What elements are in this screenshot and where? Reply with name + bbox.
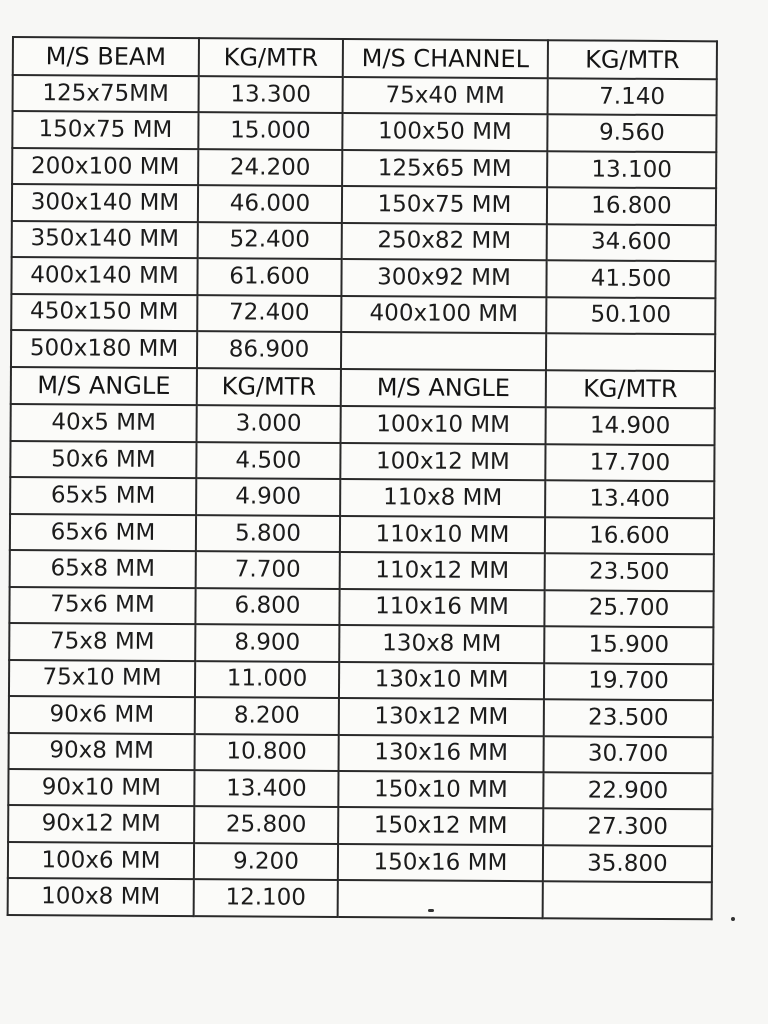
size-cell: 130x10 MM <box>339 662 544 700</box>
weight-cell: 8.900 <box>195 624 339 661</box>
size-cell: 130x12 MM <box>339 698 544 736</box>
table-row <box>11 257 715 298</box>
weight-cell: 8.200 <box>195 697 339 734</box>
table-row <box>11 330 715 371</box>
size-cell: 300x92 MM <box>341 259 546 297</box>
size-cell: 130x16 MM <box>339 735 544 773</box>
empty-cell <box>546 333 715 370</box>
table-row <box>12 148 716 189</box>
table-body <box>8 37 717 919</box>
scan-speck <box>731 917 735 921</box>
size-cell: 150x75 MM <box>12 111 198 149</box>
size-cell: 100x50 MM <box>342 113 547 151</box>
size-cell: 250x82 MM <box>342 223 547 261</box>
table-row <box>8 769 712 810</box>
weight-cell: 23.500 <box>545 554 714 591</box>
table-row <box>12 221 716 262</box>
empty-cell <box>543 882 712 920</box>
weight-cell: 50.100 <box>546 297 715 334</box>
weight-cell: 25.800 <box>194 807 338 844</box>
size-cell: 110x8 MM <box>340 479 545 517</box>
weight-cell: 41.500 <box>546 260 715 297</box>
size-cell: 100x10 MM <box>341 406 546 444</box>
weight-cell: 25.700 <box>544 590 713 627</box>
size-cell: 90x8 MM <box>9 733 195 771</box>
table-row <box>13 75 717 116</box>
size-cell: 125x65 MM <box>342 150 547 188</box>
table-row <box>8 805 712 846</box>
table-row <box>11 294 715 335</box>
table-row <box>9 733 713 774</box>
column-header: M/S BEAM <box>13 37 199 76</box>
weight-cell: 10.800 <box>195 734 339 771</box>
weight-cell: 4.500 <box>196 442 340 479</box>
weight-cell: 5.800 <box>196 515 340 552</box>
table-row <box>10 441 714 482</box>
size-cell: 400x140 MM <box>11 257 197 295</box>
column-header: KG/MTR <box>197 368 341 407</box>
steel-weight-table <box>7 36 718 920</box>
weight-cell: 19.700 <box>544 663 713 700</box>
size-cell: 150x12 MM <box>338 807 543 845</box>
section-header-angle <box>11 367 715 409</box>
scan-speck <box>428 909 434 912</box>
weight-cell: 61.600 <box>197 258 341 295</box>
weight-cell: 22.900 <box>543 772 712 809</box>
size-cell: 40x5 MM <box>11 404 197 442</box>
weight-cell: 15.000 <box>198 113 342 150</box>
size-cell: 90x6 MM <box>9 696 195 734</box>
weight-cell: 11.000 <box>195 661 339 698</box>
weight-cell: 13.400 <box>545 481 714 518</box>
column-header: M/S ANGLE <box>341 369 546 408</box>
size-cell: 90x12 MM <box>8 805 194 843</box>
weight-cell: 7.700 <box>196 551 340 588</box>
column-header: KG/MTR <box>199 38 343 77</box>
size-cell: 130x8 MM <box>339 625 544 663</box>
weight-cell: 52.400 <box>198 222 342 259</box>
size-cell: 75x8 MM <box>9 623 195 661</box>
weight-cell: 7.140 <box>548 78 717 115</box>
weight-cell: 86.900 <box>197 331 341 368</box>
empty-cell <box>341 332 546 370</box>
weight-chart-sheet <box>7 36 716 920</box>
table-row <box>9 696 713 737</box>
section-header-beam-channel <box>13 37 717 79</box>
weight-cell: 17.700 <box>545 444 714 481</box>
weight-cell: 24.200 <box>198 149 342 186</box>
table-row <box>9 660 713 701</box>
weight-cell: 72.400 <box>197 295 341 332</box>
weight-cell: 15.900 <box>544 626 713 663</box>
weight-cell: 16.800 <box>547 188 716 225</box>
size-cell: 100x8 MM <box>8 878 194 916</box>
size-cell: 110x16 MM <box>339 589 544 627</box>
weight-cell: 30.700 <box>544 736 713 773</box>
size-cell: 65x5 MM <box>10 477 196 515</box>
column-header: KG/MTR <box>548 40 717 79</box>
size-cell: 75x10 MM <box>9 660 195 698</box>
size-cell: 100x12 MM <box>340 443 545 481</box>
size-cell: 125x75MM <box>13 75 199 113</box>
size-cell: 450x150 MM <box>11 294 197 332</box>
weight-cell: 9.200 <box>194 843 338 880</box>
size-cell: 50x6 MM <box>10 441 196 479</box>
weight-cell: 16.600 <box>545 517 714 554</box>
size-cell: 150x10 MM <box>338 771 543 809</box>
weight-cell: 34.600 <box>547 224 716 261</box>
size-cell: 400x100 MM <box>341 296 546 334</box>
size-cell: 75x6 MM <box>9 587 195 625</box>
size-cell: 75x40 MM <box>343 77 548 115</box>
weight-cell: 13.400 <box>194 770 338 807</box>
size-cell: 150x16 MM <box>338 844 543 882</box>
table-row <box>9 587 713 628</box>
column-header: M/S CHANNEL <box>343 39 548 78</box>
weight-cell: 13.100 <box>547 151 716 188</box>
table-row <box>8 842 712 883</box>
size-cell: 500x180 MM <box>11 330 197 368</box>
table-row <box>9 623 713 664</box>
table-row <box>10 477 714 518</box>
size-cell: 65x6 MM <box>10 514 196 552</box>
table-row <box>10 550 714 591</box>
weight-cell: 23.500 <box>544 699 713 736</box>
weight-cell: 9.560 <box>547 115 716 152</box>
table-row <box>8 878 712 919</box>
column-header: KG/MTR <box>546 370 715 409</box>
size-cell: 100x6 MM <box>8 842 194 880</box>
empty-cell <box>338 880 543 918</box>
weight-cell: 35.800 <box>543 845 712 882</box>
size-cell: 150x75 MM <box>342 186 547 224</box>
weight-cell: 6.800 <box>195 588 339 625</box>
weight-cell: 14.900 <box>546 408 715 445</box>
table-row <box>11 404 715 445</box>
weight-cell: 46.000 <box>198 185 342 222</box>
table-row <box>12 111 716 152</box>
weight-cell: 27.300 <box>543 809 712 846</box>
size-cell: 110x12 MM <box>340 552 545 590</box>
weight-cell: 12.100 <box>194 879 338 917</box>
size-cell: 90x10 MM <box>8 769 194 807</box>
weight-cell: 13.300 <box>199 76 343 113</box>
weight-cell: 3.000 <box>197 406 341 443</box>
size-cell: 65x8 MM <box>10 550 196 588</box>
size-cell: 300x140 MM <box>12 184 198 222</box>
table-row <box>10 514 714 555</box>
size-cell: 110x10 MM <box>340 516 545 554</box>
table-row <box>12 184 716 225</box>
weight-cell: 4.900 <box>196 478 340 515</box>
column-header: M/S ANGLE <box>11 367 197 406</box>
size-cell: 200x100 MM <box>12 148 198 186</box>
size-cell: 350x140 MM <box>12 221 198 259</box>
